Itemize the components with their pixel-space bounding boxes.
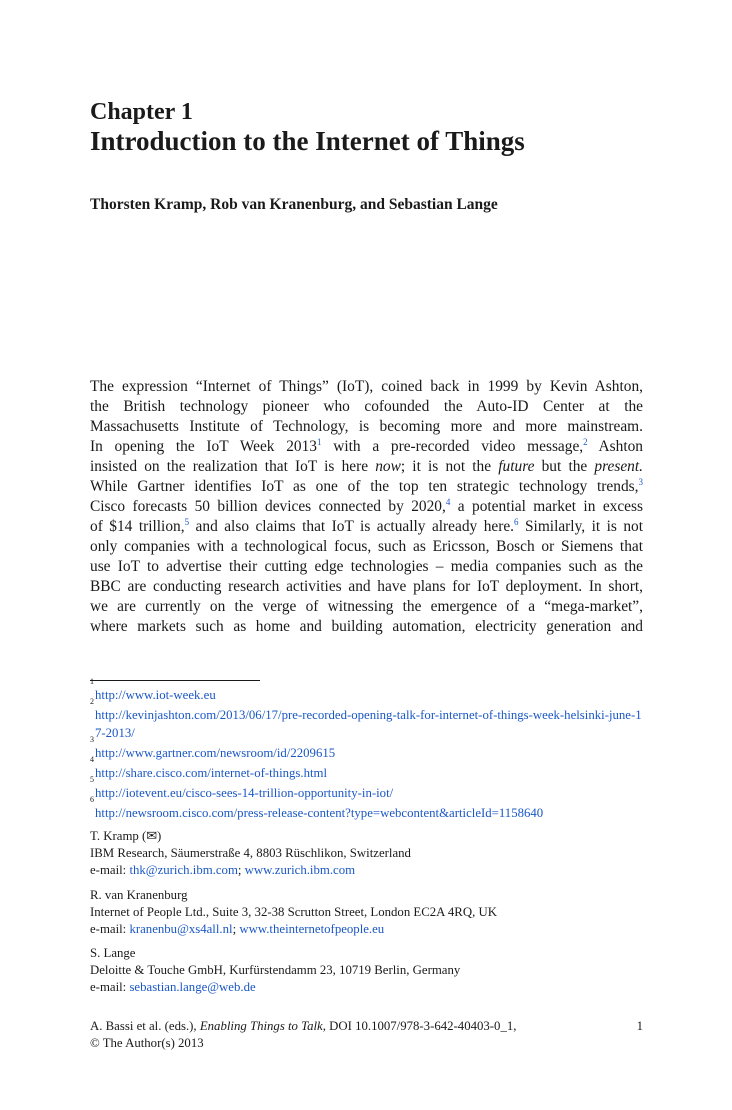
body-paragraph [90,377,643,637]
body-line: we are currently on the verge of witnessing the emergence of a “mega-market”, [90,598,643,615]
affiliation-address: IBM Research, Säumerstraße 4, 8803 Rüschlikon, Switzerland [90,846,411,860]
footnote-link[interactable]: http://www.iot-week.eu [95,688,216,702]
footnote-number: 5 [90,775,94,784]
email-link[interactable]: thk@zurich.ibm.com [129,863,238,877]
copyright: © The Author(s) 2013 [90,1036,204,1050]
body-line: BBC are conducting research activities and have plans for IoT deployment. In short, [90,578,643,595]
affiliation-name: R. van Kranenburg [90,888,188,902]
affiliation-contact: e-mail: sebastian.lange@web.de [90,980,256,994]
chapter-title: Introduction to the Internet of Things [90,126,525,156]
website-link[interactable]: www.theinternetofpeople.eu [239,922,385,936]
footnote-ref[interactable]: 4 [445,497,451,507]
body-line: Cisco forecasts 50 billion devices connected by 2020,$^4$ a potential market in excess [90,497,643,515]
footnote [90,677,643,704]
body-line: In opening the IoT Week 2013$^1$ with a pre-recorded video message,$^2$ Ashton [90,437,643,455]
affiliation-address: Deloitte & Touche GmbH, Kurfürstendamm 23, 10719 Berlin, Germany [90,963,461,977]
body-line: use IoT to advertise their cutting edge technologies – media companies such as the [90,558,643,575]
body-line: While Gartner identifies IoT as one of the top ten strategic technology trends,$^3$ [90,477,643,495]
affiliation-contact: e-mail: thk@zurich.ibm.com; www.zurich.ibm.com [90,863,356,877]
affiliation-address: Internet of People Ltd., Suite 3, 32-38 Scrutton Street, London EC2A 4RQ, UK [90,905,497,919]
affiliation-lange [90,945,643,996]
email-link[interactable]: sebastian.lange@web.de [129,980,256,994]
affiliation-kramp [90,828,643,879]
footnote [90,697,643,742]
footnote-divider [90,680,260,681]
footnote-ref[interactable]: 1 [316,437,322,447]
footnote-ref[interactable]: 3 [638,477,643,487]
body-line: The expression “Internet of Things” (IoT), coined back in 1999 by Kevin Ashton, [90,378,643,395]
footnote-number: 6 [90,795,94,804]
body-line: only companies with a technological focus, such as Ericsson, Bosch or Siemens that [90,538,643,555]
affiliation-van-kranenburg [90,887,643,938]
page-number: 1 [636,1019,643,1033]
citation: A. Bassi et al. (eds.), Enabling Things to Talk, DOI 10.1007/978-3-642-40403-0_1, [90,1019,517,1033]
footnote-link[interactable]: http://iotevent.eu/cisco-sees-14-trillion-opportunity-in-iot/ [95,786,394,800]
affiliation-contact: e-mail: kranenbu@xs4all.nl; www.theinternetofpeople.eu [90,922,385,936]
footnote-number: 1 [90,677,94,686]
email-link[interactable]: kranenbu@xs4all.nl [129,922,233,936]
footnote-ref[interactable]: 2 [583,437,588,447]
footnote-ref[interactable]: 6 [514,517,519,527]
body-line: insisted on the realization that IoT is here now; it is not the future but the present. [90,458,643,475]
footnote-number: 4 [90,755,94,764]
chapter-label: Chapter 1 [90,99,193,125]
footnote-number: 2 [90,697,94,706]
body-line: the British technology pioneer who cofounded the Auto-ID Center at the [90,398,643,415]
body-line: where markets such as home and building automation, electricity generation and [90,618,643,635]
page-footer [90,1018,643,1052]
footnote-list [90,677,643,824]
footnote-number: 3 [90,735,94,744]
author-list: Thorsten Kramp, Rob van Kranenburg, and Sebastian Lange [90,196,498,213]
affiliation-name: T. Kramp (✉) [90,829,162,843]
footnote-link[interactable]: http://www.gartner.com/newsroom/id/2209615 [95,746,336,760]
website-link[interactable]: www.zurich.ibm.com [244,863,356,877]
footnote-ref[interactable]: 5 [184,517,190,527]
body-line: of $14 trillion,$^5$ and also claims that IoT is actually already here.$^6$ Similarly, it is not [90,517,643,535]
footnote [90,735,643,762]
footnote [90,795,643,822]
footnote [90,755,643,782]
affiliation-name: S. Lange [90,946,136,960]
footnote-link[interactable]: http://newsroom.cisco.com/press-release-content?type=webcontent&articleId=1158640 [95,806,544,820]
footnote-link[interactable]: http://share.cisco.com/internet-of-things.html [95,766,328,780]
footnote [90,775,643,802]
body-line: Massachusetts Institute of Technology, is becoming more and more mainstream. [90,418,643,435]
footnote-link[interactable]: http://kevinjashton.com/2013/06/17/pre-recorded-opening-talk-for-internet-of-things-week-helsinki-june-17-2013/ [95,708,642,740]
